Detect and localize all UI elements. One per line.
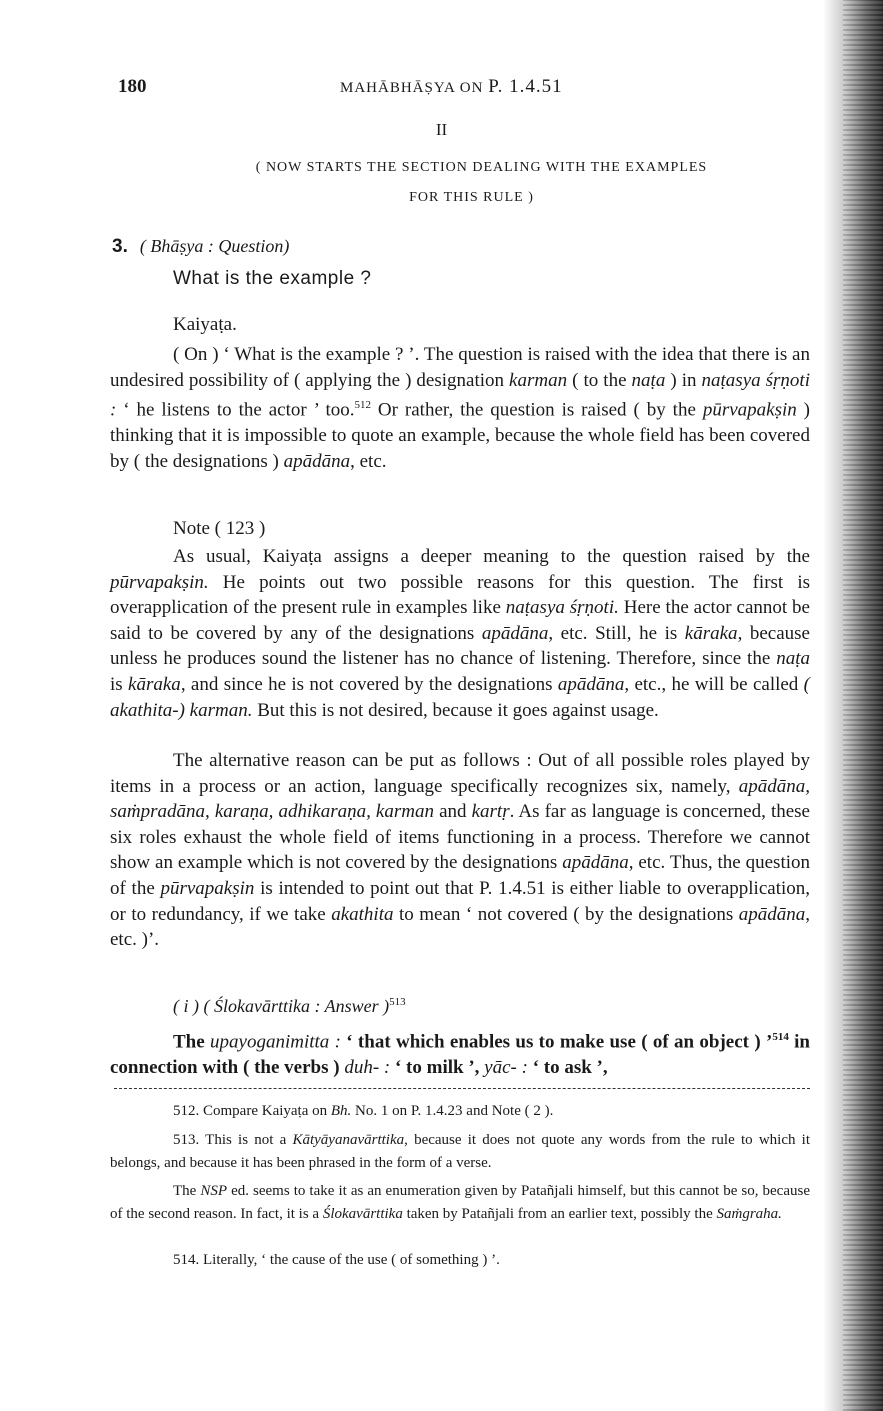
italic-term: naṭasya śṛṇoti : (110, 369, 810, 421)
text-run: , etc. (350, 450, 387, 472)
italic-term: Bh. (330, 1103, 352, 1119)
scan-edge-texture (843, 0, 883, 1411)
rich-text (110, 1100, 810, 1123)
text-run: taken by Patañjali from an earlier text, possibly the (402, 1206, 717, 1222)
italic-term: duh- : (344, 1057, 391, 1079)
slokavarttika-paragraph (110, 1024, 810, 1081)
text-run: The (173, 1031, 211, 1053)
text-run: The (173, 1183, 201, 1199)
italic-term: apādāna (283, 450, 351, 472)
item-label: ( Bhāṣya : Question) (139, 236, 290, 256)
text-run: ed. seems to take it as an enumeration given by Patañjali himself, but this cannot be so, because of the second reason. In fact, it is a (110, 1183, 810, 1222)
italic-term: upayoganimitta : (210, 1031, 341, 1053)
rich-text (110, 544, 810, 723)
italic-term: NSP (200, 1183, 228, 1199)
text-run: ) thinking that it is impossible to quote an example, because the whole field has been covered by ( the designations ) (110, 399, 811, 472)
section-number: II (435, 120, 448, 139)
note-paragraph-2 (110, 748, 810, 953)
italic-term: pūrvapakṣin (702, 399, 797, 421)
italic-term: apādāna, saṁpradāna, karaṇa, adhikaraṇa, karman (110, 775, 810, 823)
kaiyata-heading: Kaiyaṭa. (173, 314, 237, 335)
text-run: , because it does not quote any words from the rule to which it belongs, and because it has been phrased in the form of a verse. (110, 1132, 811, 1171)
text-run: ) in (665, 369, 702, 391)
section-caption-line2: FOR THIS RULE ) (409, 190, 534, 205)
rich-text (110, 1024, 810, 1081)
text-run: 512. Compare Kaiyaṭa on (173, 1103, 331, 1119)
text-run: 513. This is not a (173, 1132, 293, 1148)
italic-term: Ślokavārttika (322, 1206, 403, 1222)
slokavarttika-heading-text: ( i ) ( Ślokavārttika : Answer ) (173, 996, 390, 1016)
text-run: , etc. Still, he is (548, 622, 685, 644)
italic-term: apādāna (562, 852, 629, 874)
italic-term: Kātyāyanavārttika (292, 1132, 405, 1148)
italic-term: naṭa (631, 369, 666, 391)
italic-term: kāraka (684, 622, 738, 644)
text-run: , and since he is not covered by the designations (180, 673, 558, 695)
text-run: Or rather, the question is raised ( by the (371, 399, 703, 421)
italic-term: Saṁgraha. (716, 1206, 782, 1222)
page-number: 180 (118, 76, 147, 97)
footnote-ref-513: 513 (389, 996, 406, 1008)
italic-term: apādāna (481, 622, 549, 644)
text-run: He points out two possible reasons for this question. The first is overapplication of the present rule in examples like (110, 571, 810, 619)
footnote-513-continued (110, 1180, 810, 1226)
text-run: Here the actor cannot be said to be covered by any of the designations (110, 597, 810, 644)
note-heading: Note ( 123 ) (173, 518, 266, 539)
text-run: . As far as language is concerned, these six roles exhaust the whole field of items functioning in a process. Therefore we cannot show an example which is not covered by the designations (110, 801, 810, 874)
running-header (0, 76, 883, 100)
rich-text (110, 1180, 810, 1226)
italic-term: naṭa (776, 648, 810, 670)
italic-term: naṭasya śṛṇoti. (505, 597, 619, 619)
italic-term: karman (509, 369, 568, 391)
footnote-512 (110, 1100, 810, 1123)
text-run: , etc., he will be called (624, 673, 804, 695)
italic-term: ( akathita-) karman. (110, 673, 810, 721)
text-run: ( to the (567, 369, 632, 391)
text-run: , etc. )’. (110, 903, 810, 951)
text-run: is (110, 673, 129, 695)
kaiyata-paragraph (110, 342, 810, 474)
rich-text (110, 1249, 810, 1272)
rich-text (110, 342, 810, 474)
text-run: ‘ that which enables us to make use ( of an object ) ’ (340, 1031, 773, 1053)
text-run: As usual, Kaiyaṭa assigns a deeper meaning to the question raised by the (173, 546, 810, 567)
italic-term: pūrvapakṣin (160, 877, 255, 899)
bhasya-question: What is the example ? (173, 268, 372, 289)
text-run: to mean ‘ not covered ( by the designations (393, 903, 739, 925)
rich-text (110, 748, 810, 953)
text-run: ( On ) ‘ What is the example ? ’. The question is raised with the idea that there is an undesired possibility of ( applying the ) designation (110, 344, 810, 391)
running-title-rule: P. 1.4.51 (488, 76, 563, 97)
text-run: No. 1 on P. 1.4.23 and Note ( 2 ). (351, 1103, 554, 1119)
footnote-ref: 512 (354, 399, 371, 412)
footnote-ref: 514 (772, 1031, 789, 1043)
text-run: 514. Literally, ‘ the cause of the use ( of something ) ’. (173, 1252, 500, 1268)
italic-term: akathita (331, 903, 394, 925)
text-run: ‘ to ask ’, (527, 1057, 608, 1079)
italic-term: apādāna (557, 673, 625, 695)
item-number: 3. (112, 236, 128, 257)
italic-term: yāc- : (484, 1057, 528, 1079)
footnote-513 (110, 1129, 810, 1175)
text-run: ‘ he listens to the actor ’ too. (116, 399, 355, 421)
rich-text (110, 1129, 810, 1175)
italic-term: pūrvapakṣin. (110, 571, 209, 593)
text-run: The alternative reason can be put as follows : Out of all possible roles played by items in a process or an action, language specifically recognizes six, namely, (110, 750, 810, 797)
italic-term: kartṛ (471, 801, 510, 823)
footnote-514 (110, 1249, 810, 1272)
italic-term: apādāna (738, 903, 806, 925)
text-run: is intended to point out that P. 1.4.51 is either liable to overapplication, or to redundancy, if we take (110, 877, 810, 925)
text-run: , etc. Thus, the question of the (110, 852, 811, 899)
italic-term: kāraka (128, 673, 181, 695)
footnote-divider (114, 1088, 810, 1089)
slokavarttika-heading (173, 996, 406, 1017)
text-run: ‘ to milk ’, (390, 1057, 485, 1079)
item-3-heading (112, 236, 289, 258)
text-run: But this is not desired, because it goes against usage. (252, 699, 659, 721)
text-run: , because unless he produces sound the listener has no chance of listening. Therefore, since the (110, 622, 810, 670)
text-run: in connection with ( the verbs ) (110, 1031, 810, 1079)
running-title-text: MAHĀBHĀṢYA ON (340, 80, 484, 96)
running-title (340, 76, 563, 98)
section-caption-line1: ( NOW STARTS THE SECTION DEALING WITH THE EXAMPLES (255, 160, 708, 175)
text-run: and (433, 801, 472, 823)
note-paragraph-1 (110, 544, 810, 723)
